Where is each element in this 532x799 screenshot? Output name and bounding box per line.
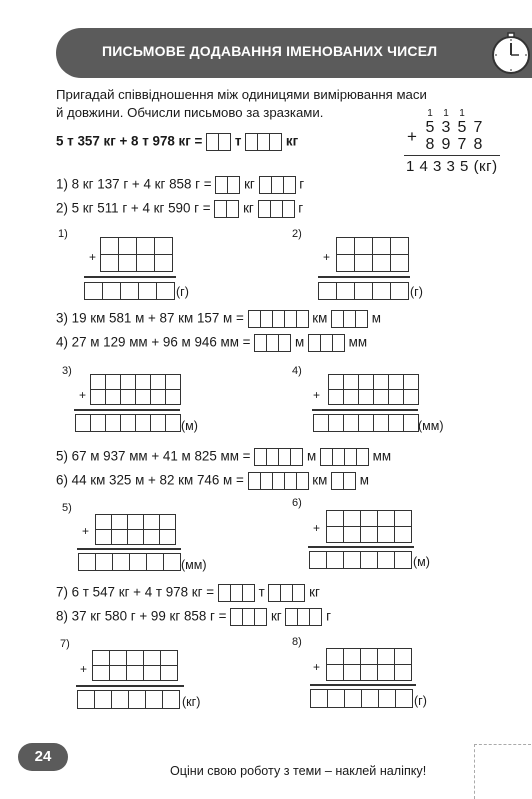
unit-label: м xyxy=(371,310,381,326)
column-label: 3) xyxy=(62,365,72,377)
sum-line xyxy=(308,546,414,548)
digit: 7 xyxy=(457,136,467,153)
plus-sign: + xyxy=(323,250,331,264)
result-grid[interactable] xyxy=(75,414,180,431)
task-row xyxy=(56,310,381,328)
answer-boxes[interactable] xyxy=(245,133,282,151)
unit-label: г xyxy=(326,608,332,624)
digit: 8 xyxy=(425,136,435,153)
digit: 5 xyxy=(425,119,435,136)
task-row xyxy=(56,584,320,602)
sum-line xyxy=(76,685,184,687)
section-header xyxy=(56,28,532,78)
sample-result: 1 4 3 3 5 (кг) xyxy=(406,158,498,175)
answer-boxes[interactable] xyxy=(218,584,255,602)
carry-digit: 1 xyxy=(459,108,465,119)
column-label: 5) xyxy=(62,502,72,514)
unit-label: м xyxy=(359,472,369,488)
answer-boxes[interactable] xyxy=(254,334,291,352)
sample-addition xyxy=(400,108,532,175)
unit-label: мм xyxy=(348,334,368,350)
answer-boxes[interactable] xyxy=(308,334,345,352)
column-label: 6) xyxy=(292,497,302,509)
addition-grid[interactable] xyxy=(336,237,408,271)
unit-label: (м) xyxy=(181,419,198,433)
plus-sign: + xyxy=(79,388,87,402)
sum-line xyxy=(77,548,181,550)
plus-sign: + xyxy=(313,521,321,535)
unit-label: кг xyxy=(244,176,255,192)
unit-label: кг xyxy=(243,200,254,216)
carry-digit: 1 xyxy=(427,108,433,119)
task-row xyxy=(56,334,367,352)
plus-sign: + xyxy=(82,524,90,538)
plus-sign: + xyxy=(313,660,321,674)
digit: 7 xyxy=(473,119,483,136)
answer-boxes[interactable] xyxy=(285,608,322,626)
task-expression: 7) 6 т 547 кг + 4 т 978 кг = xyxy=(56,584,215,600)
plus-sign: + xyxy=(80,662,88,676)
answer-boxes[interactable] xyxy=(331,472,356,490)
sum-line xyxy=(74,409,180,411)
unit-label: (мм) xyxy=(418,419,444,433)
addition-grid[interactable] xyxy=(326,648,411,680)
plus-sign: + xyxy=(407,127,417,146)
task-expression: 5) 67 м 937 мм + 41 м 825 мм = xyxy=(56,448,251,464)
sticker-placeholder xyxy=(474,744,531,799)
result-grid[interactable] xyxy=(313,414,418,431)
answer-boxes[interactable] xyxy=(320,448,369,466)
instructions-line-1: Пригадай співвідношення між одиницями вимірювання маси xyxy=(56,87,427,102)
addition-grid[interactable] xyxy=(326,510,411,542)
answer-boxes[interactable] xyxy=(259,176,296,194)
answer-boxes[interactable] xyxy=(268,584,305,602)
answer-boxes[interactable] xyxy=(248,472,309,490)
result-grid[interactable] xyxy=(77,690,179,708)
carry-digit: 1 xyxy=(443,108,449,119)
page-title: ПИСЬМОВЕ ДОДАВАННЯ ІМЕНОВАНИХ ЧИСЕЛ xyxy=(102,43,438,59)
unit-label: км xyxy=(312,472,328,488)
digit: 8 xyxy=(473,136,483,153)
answer-boxes[interactable] xyxy=(248,310,309,328)
sum-line xyxy=(404,155,500,156)
addition-grid[interactable] xyxy=(100,237,172,271)
plus-sign: + xyxy=(89,250,97,264)
unit-label: т xyxy=(234,133,242,149)
task-expression: 1) 8 кг 137 г + 4 кг 858 г = xyxy=(56,176,212,192)
unit-label: км xyxy=(312,310,328,326)
digit: 3 xyxy=(441,119,451,136)
task-expression: 2) 5 кг 511 г + 4 кг 590 г = xyxy=(56,200,211,216)
unit-label: (г) xyxy=(414,694,427,708)
addition-grid[interactable] xyxy=(95,514,175,544)
sum-line xyxy=(84,276,176,278)
column-label: 1) xyxy=(58,228,68,240)
task-expression: 4) 27 м 129 мм + 96 м 946 мм = xyxy=(56,334,251,350)
task-row xyxy=(56,472,369,490)
example-expression: 5 т 357 кг + 8 т 978 кг = xyxy=(56,133,203,149)
unit-label: м xyxy=(294,334,305,350)
addition-grid[interactable] xyxy=(328,374,418,404)
task-expression: 8) 37 кг 580 г + 99 кг 858 г = xyxy=(56,608,227,624)
result-grid[interactable] xyxy=(78,553,180,570)
answer-boxes[interactable] xyxy=(331,310,368,328)
digit: 9 xyxy=(441,136,451,153)
unit-label: (г) xyxy=(410,285,423,299)
task-row xyxy=(56,200,303,218)
task-row xyxy=(56,448,391,466)
sum-line xyxy=(312,409,418,411)
answer-boxes[interactable] xyxy=(258,200,295,218)
answer-boxes[interactable] xyxy=(230,608,267,626)
unit-label: т xyxy=(258,584,265,600)
task-expression: 6) 44 км 325 м + 82 км 746 м = xyxy=(56,472,244,488)
unit-label: кг xyxy=(270,608,282,624)
column-label: 4) xyxy=(292,365,302,377)
column-label: 7) xyxy=(60,638,70,650)
addition-grid[interactable] xyxy=(90,374,180,404)
unit-label: кг xyxy=(309,584,320,600)
result-grid[interactable] xyxy=(310,689,412,707)
unit-label: г xyxy=(299,176,305,192)
task-row xyxy=(56,608,331,626)
unit-label: кг xyxy=(285,133,299,149)
result-grid[interactable] xyxy=(309,551,411,568)
result-grid[interactable] xyxy=(84,282,174,299)
instructions-line-2: й довжини. Обчисли письмово за зразками. xyxy=(56,105,324,120)
task-expression: 3) 19 км 581 м + 87 км 157 м = xyxy=(56,310,244,326)
footer-text: Оціни свою роботу з теми – наклей наліпку! xyxy=(170,764,427,778)
unit-label: г xyxy=(298,200,304,216)
page-number: 24 xyxy=(18,743,68,771)
answer-boxes[interactable] xyxy=(214,200,239,218)
column-label: 2) xyxy=(292,228,302,240)
unit-label: (мм) xyxy=(181,558,207,572)
sum-line xyxy=(318,276,410,278)
answer-boxes[interactable] xyxy=(254,448,303,466)
digit: 5 xyxy=(457,119,467,136)
sum-line xyxy=(310,684,416,686)
unit-label: (г) xyxy=(176,285,189,299)
stopwatch-icon xyxy=(488,30,532,76)
plus-sign: + xyxy=(313,388,321,402)
addition-grid[interactable] xyxy=(92,650,177,680)
result-grid[interactable] xyxy=(318,282,408,299)
task-row xyxy=(56,176,304,194)
answer-boxes[interactable] xyxy=(206,133,231,151)
unit-label: (кг) xyxy=(182,695,201,709)
example-row xyxy=(56,133,298,151)
answer-boxes[interactable] xyxy=(215,176,240,194)
column-label: 8) xyxy=(292,636,302,648)
unit-label: м xyxy=(306,448,317,464)
unit-label: мм xyxy=(372,448,392,464)
unit-label: (м) xyxy=(413,555,430,569)
